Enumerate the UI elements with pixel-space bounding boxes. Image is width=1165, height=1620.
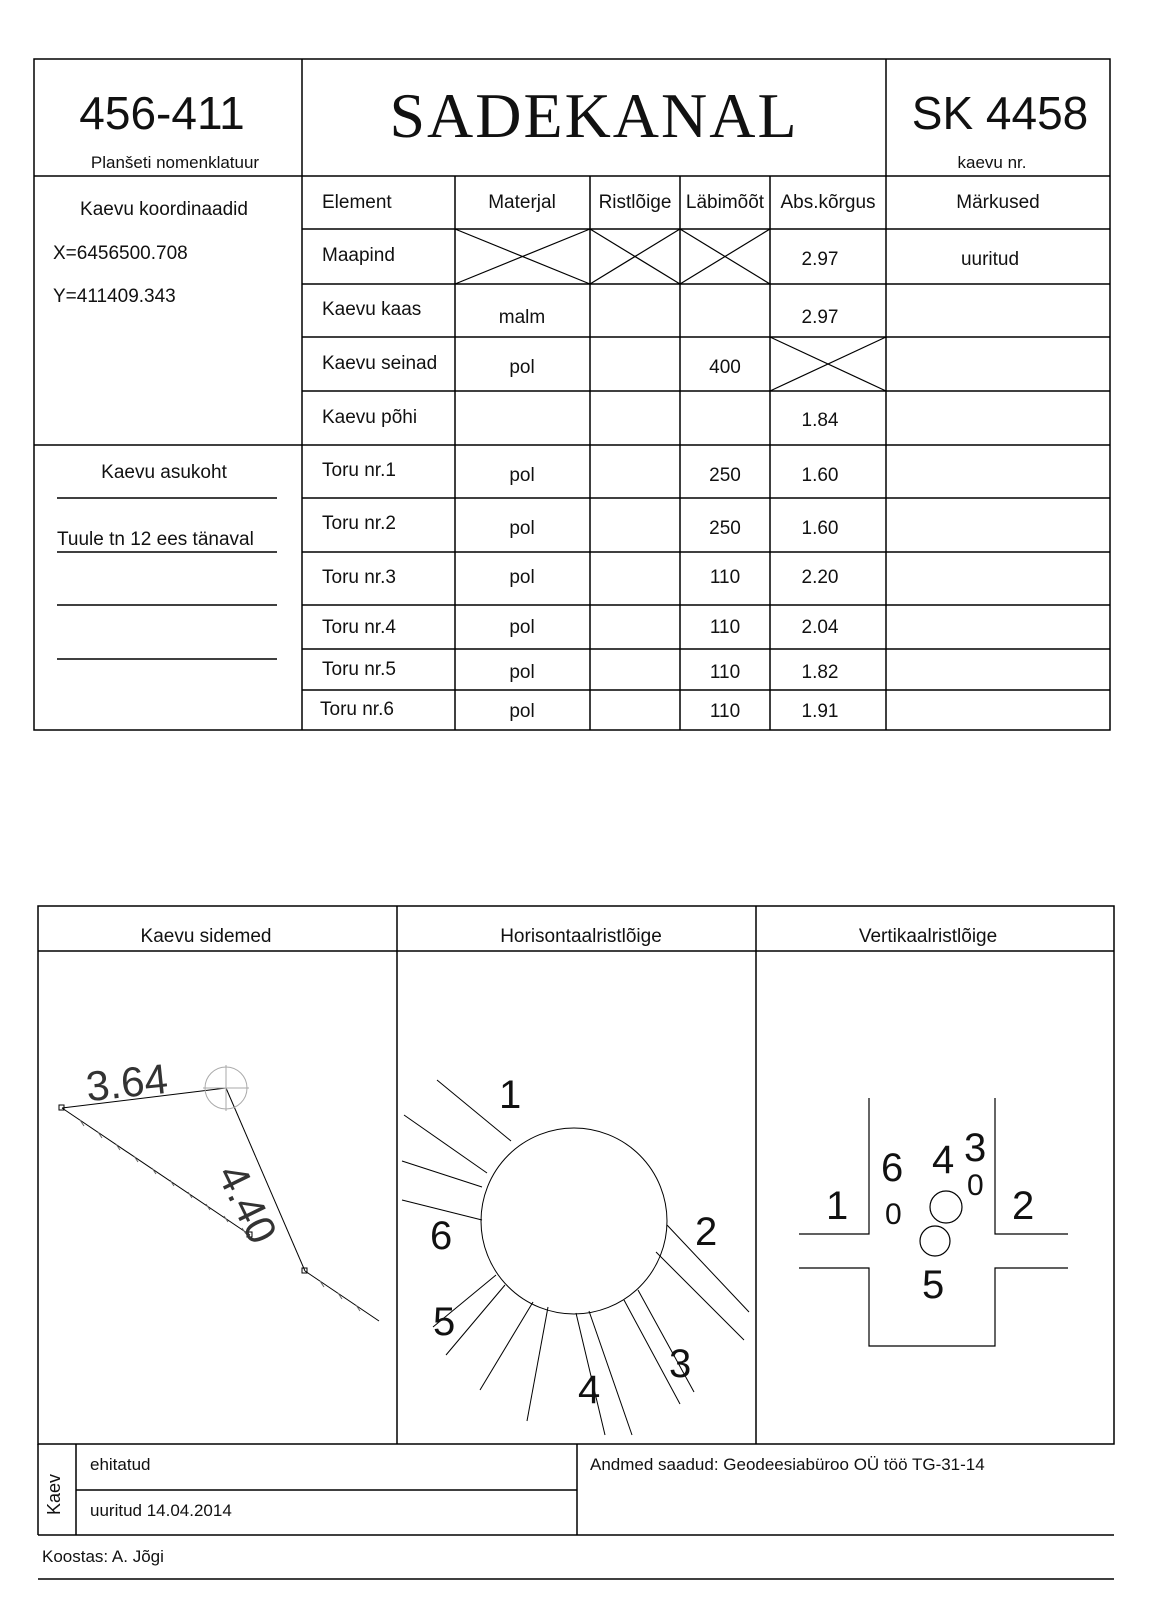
well-label: kaevu nr.: [957, 153, 1027, 172]
row-elevation: 1.91: [801, 701, 839, 722]
row-element: Kaevu kaas: [322, 299, 422, 320]
location-heading: Kaevu asukoht: [101, 462, 227, 483]
v-pipe-label-6: 6: [881, 1146, 904, 1190]
row-element: Kaevu seinad: [322, 353, 438, 374]
row-elevation: 1.84: [801, 410, 839, 431]
v-pipe-label-4: 4: [932, 1138, 955, 1182]
h-pipe-label-5: 5: [433, 1300, 456, 1344]
row-element: Toru nr.3: [322, 567, 396, 588]
header-elevation: Abs.kõrgus: [780, 192, 876, 213]
sheet-number: 456-411: [79, 87, 245, 139]
header-diameter: Läbimõõt: [685, 192, 765, 213]
row-elevation: 2.04: [801, 617, 839, 638]
h-pipe-label-4: 4: [578, 1368, 601, 1412]
footer-data-source: Andmed saadud: Geodeesiabüroo OÜ töö TG-31-14: [590, 1455, 985, 1474]
coordinate-y: Y=411409.343: [53, 286, 176, 307]
row-elevation: 2.97: [801, 249, 839, 270]
row-notes: uuritud: [960, 249, 1020, 270]
row-elevation: 1.82: [801, 662, 839, 683]
v-pipe-small-oval-right: 0: [967, 1169, 984, 1202]
manhole-circle: [481, 1128, 667, 1314]
tie-distance-2: 4.40: [208, 1156, 287, 1251]
v-pipe-label-1: 1: [826, 1184, 849, 1228]
horizontal-section-sketch: [402, 1080, 749, 1435]
row-element: Toru nr.2: [322, 513, 396, 534]
row-diameter: 110: [709, 701, 741, 722]
row-material: pol: [509, 701, 535, 722]
panel-title-vertical: Vertikaalristlõige: [858, 926, 998, 947]
row-elevation: 2.20: [801, 567, 839, 588]
row-element: Kaevu põhi: [322, 407, 418, 428]
footer-built: ehitatud: [90, 1455, 151, 1474]
h-pipe-label-2: 2: [695, 1210, 718, 1254]
coordinates-heading: Kaevu koordinaadid: [80, 199, 248, 220]
row-material: pol: [509, 465, 535, 486]
row-material: pol: [509, 357, 535, 378]
row-element: Toru nr.5: [322, 659, 396, 680]
header-element: Element: [322, 192, 392, 213]
panel-title-ties: Kaevu sidemed: [140, 926, 272, 947]
sheet-label: Planšeti nomenklatuur: [90, 153, 260, 172]
v-pipe-small-oval-left: 0: [885, 1198, 902, 1231]
row-material: malm: [498, 307, 546, 328]
row-elevation: 1.60: [801, 518, 839, 539]
header-notes: Märkused: [956, 192, 1040, 213]
v-pipe-label-2: 2: [1012, 1184, 1035, 1228]
v-pipe-label-5: 5: [922, 1263, 945, 1307]
coordinate-x: X=6456500.708: [53, 243, 188, 264]
well-number: SK 4458: [911, 87, 1089, 139]
location-line-1: Tuule tn 12 ees tänaval: [57, 529, 254, 550]
row-element: Toru nr.1: [322, 460, 396, 481]
row-elevation: 1.60: [801, 465, 839, 486]
row-element: Toru nr.6: [320, 699, 394, 720]
header-cross-section: Ristlõige: [598, 192, 672, 213]
v-pipe-label-3: 3: [964, 1126, 987, 1170]
row-diameter: 110: [709, 662, 741, 683]
tie-distance-1: 3.64: [83, 1054, 170, 1111]
panel-title-horizontal: Horisontaalristlõige: [500, 926, 662, 947]
footer-surveyed: uuritud 14.04.2014: [90, 1501, 232, 1520]
row-element: Maapind: [322, 245, 395, 266]
row-diameter: 400: [709, 357, 741, 378]
row-element: Toru nr.4: [322, 617, 396, 638]
page-title: SADEKANAL: [389, 80, 799, 151]
footer-side-label: Kaev: [44, 1473, 64, 1515]
row-diameter: 110: [709, 567, 741, 588]
header-material: Materjal: [488, 192, 556, 213]
row-diameter: 250: [709, 518, 741, 539]
row-material: pol: [509, 662, 535, 683]
h-pipe-label-6: 6: [430, 1214, 453, 1258]
row-diameter: 250: [709, 465, 741, 486]
row-material: pol: [509, 518, 535, 539]
h-pipe-label-1: 1: [499, 1073, 522, 1117]
row-diameter: 110: [709, 617, 741, 638]
row-material: pol: [509, 567, 535, 588]
row-material: pol: [509, 617, 535, 638]
row-elevation: 2.97: [801, 307, 839, 328]
footer-author: Koostas: A. Jõgi: [42, 1547, 164, 1566]
h-pipe-label-3: 3: [669, 1342, 692, 1386]
